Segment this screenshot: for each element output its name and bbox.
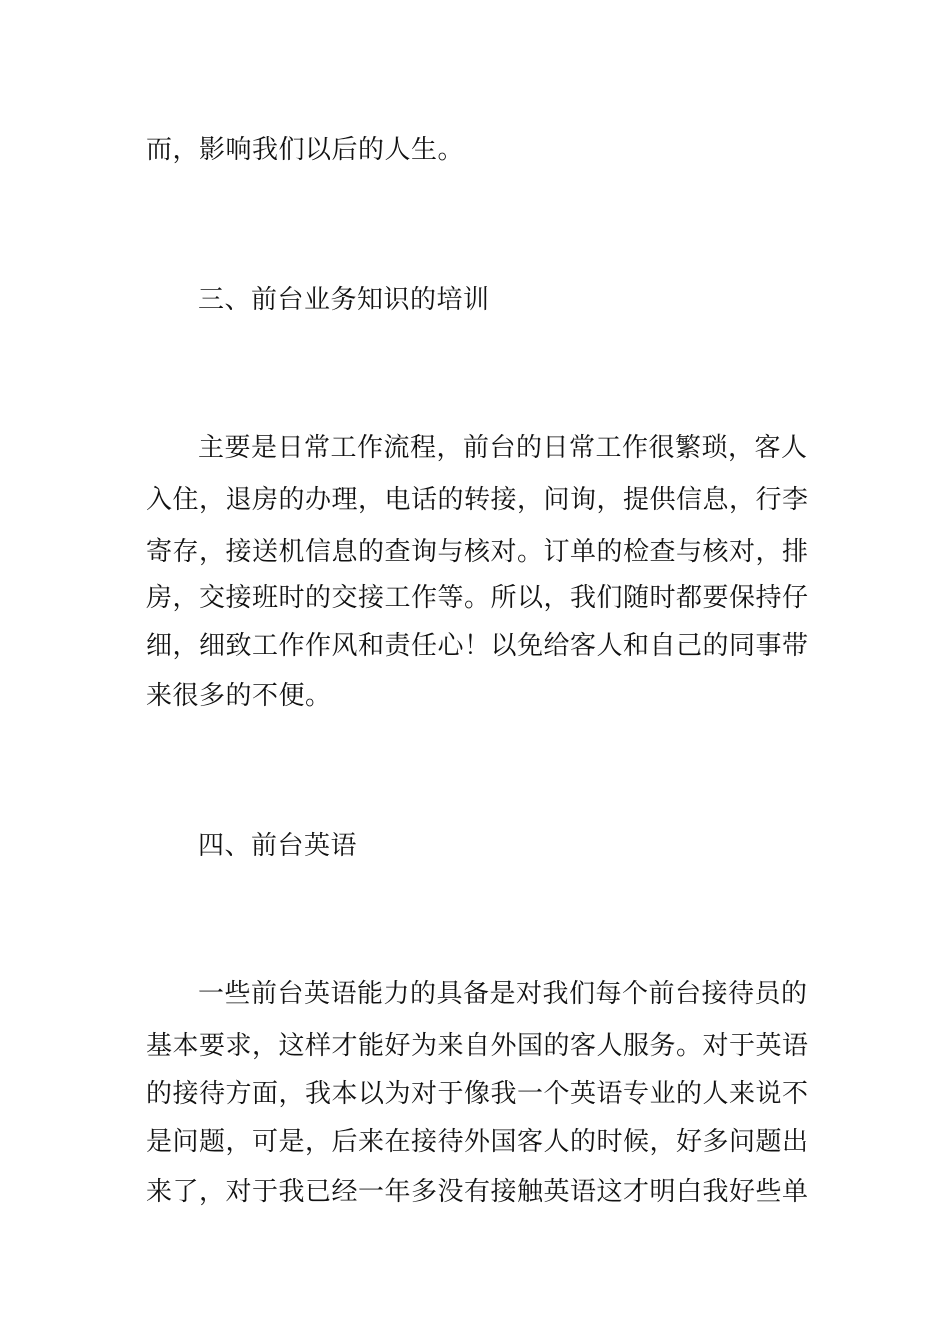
paragraph-line: 寄存，接送机信息的查询与核对。订单的检查与核对，排 bbox=[146, 537, 809, 567]
paragraph-line: 的接待方面，我本以为对于像我一个英语专业的人来说不 bbox=[146, 1079, 809, 1109]
paragraph-line: 一些前台英语能力的具备是对我们每个前台接待员的 bbox=[198, 979, 808, 1009]
paragraph-line: 来很多的不便。 bbox=[146, 681, 332, 711]
paragraph-line: 基本要求，这样才能好为来自外国的客人服务。对于英语 bbox=[146, 1031, 809, 1061]
paragraph-line: 细，细致工作作风和责任心！以免给客人和自己的同事带 bbox=[146, 631, 809, 661]
paragraph-line: 来了，对于我已经一年多没有接触英语这才明白我好些单 bbox=[146, 1177, 809, 1207]
paragraph-line: 是问题，可是，后来在接待外国客人的时候，好多问题出 bbox=[146, 1127, 809, 1157]
section-heading: 四、前台英语 bbox=[198, 831, 358, 861]
paragraph-line: 房，交接班时的交接工作等。所以，我们随时都要保持仔 bbox=[146, 583, 809, 613]
section-heading: 三、前台业务知识的培训 bbox=[198, 285, 490, 315]
text-line: 而，影响我们以后的人生。 bbox=[146, 135, 465, 165]
paragraph-line: 主要是日常工作流程，前台的日常工作很繁琐，客人 bbox=[198, 433, 808, 463]
paragraph-line: 入住，退房的办理，电话的转接，问询，提供信息，行李 bbox=[146, 485, 809, 515]
